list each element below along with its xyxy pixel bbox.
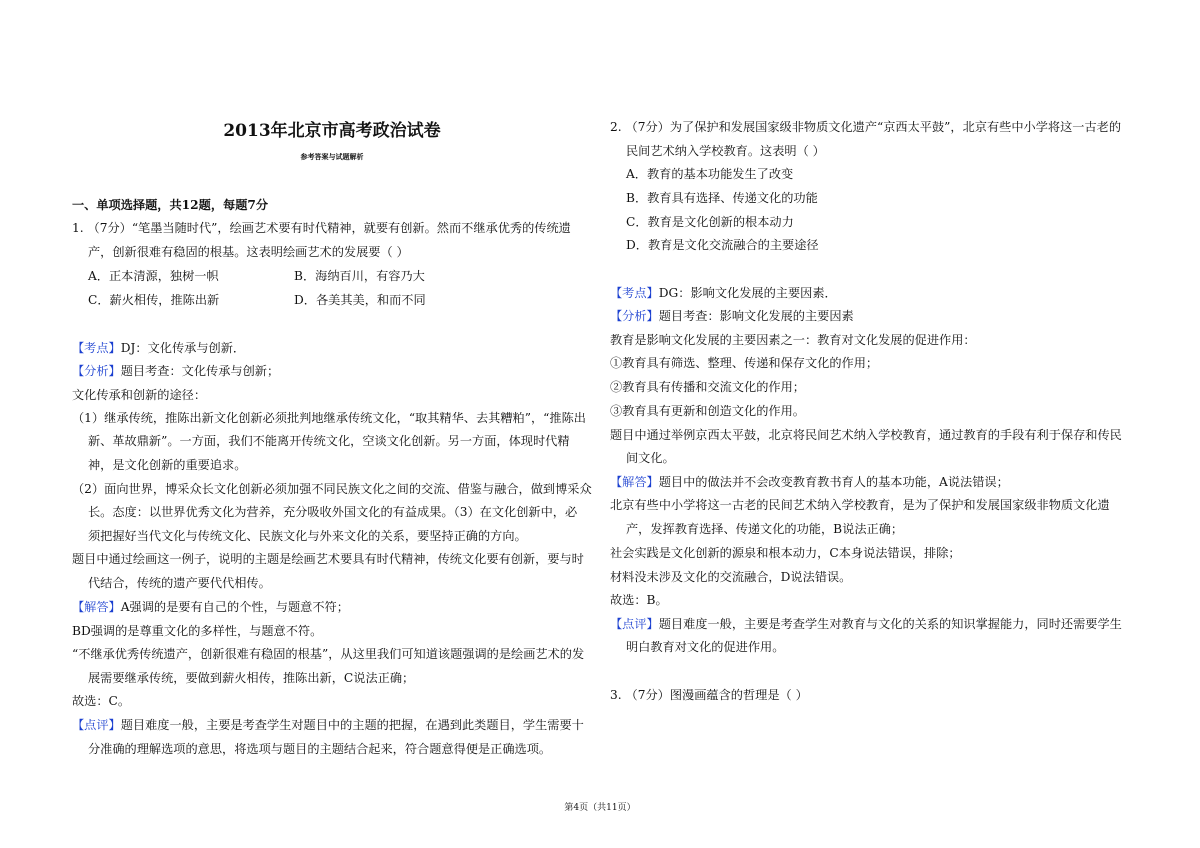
q2-answer-line: 社会实践是文化创新的源泉和根本动力，C本身说法错误，排除； (610, 546, 961, 560)
q2-kaodian (610, 285, 837, 301)
q2-analysis-line: 题目中通过举例京西太平鼓，北京将民间艺术纳入学校教育，通过教育的手段有利于保存和传民 (610, 428, 1122, 442)
fenxi-text: 题目考查：影响文化发展的主要因素 (658, 309, 854, 323)
jieda-text: 题目中的做法并不会改变教育教书育人的基本功能，A说法错误； (658, 475, 1009, 489)
q1-analysis-line: 神，是文化创新的重要追求。 (88, 458, 247, 472)
page-title: 2013年北京市高考政治试卷 (223, 121, 441, 141)
page-subtitle: 参考答案与试题解析 (300, 152, 364, 161)
kaodian-tag: 【考点】 (72, 341, 121, 355)
q1-analysis-line: 须把握好当代文化与传统文化、民族文化与外来文化的关系，要坚持正确的方向。 (88, 529, 527, 543)
dianping-text: 题目难度一般，主要是考查学生对教育与文化的关系的知识掌握能力，同时还需要学生 (658, 617, 1122, 631)
q1-option-d: D．各美其美，和而不同 (294, 293, 426, 307)
q1-analysis-line: 文化传承和创新的途径： (72, 388, 207, 402)
q2-analysis-line: ①教育具有筛选、整理、传递和保存文化的作用； (610, 356, 879, 370)
jieda-text: A强调的是要有自己的个性，与题意不符； (120, 600, 349, 614)
kaodian-tag: 【考点】 (610, 286, 659, 300)
q3-stem: 3. （7分）图漫画蕴含的哲理是（ ） (610, 688, 808, 702)
q1-option-b: B．海纳百川，有容乃大 (294, 269, 425, 283)
q1-kaodian (72, 340, 245, 356)
q1-stem-line1: 1. （7分）“笔墨当随时代”，绘画艺术要有时代精神，就要有创新。然而不继承优秀的传统遗 (72, 221, 571, 235)
q2-analysis-line: 教育是影响文化发展的主要因素之一：教育对文化发展的促进作用： (610, 333, 976, 347)
q1-fenxi (72, 363, 279, 379)
q1-analysis-line: （1）继承传统，推陈出新文化创新必须批判地继承传统文化，“取其精华、去其糟粕”，“推陈出 (72, 411, 586, 425)
dianping-text: 题目难度一般，主要是考查学生对题目中的主题的把握，在遇到此类题目，学生需要十 (120, 718, 584, 732)
q1-answer-line: BD强调的是尊重文化的多样性，与题意不符。 (72, 624, 323, 638)
q1-analysis-line: 代结合，传统的遗产要代代相传。 (88, 576, 271, 590)
q1-analysis-line: 长。态度：以世界优秀文化为营养，充分吸收外国文化的有益成果。（3）在文化创新中，必 (88, 505, 578, 519)
q1-option-c: C．薪火相传，推陈出新 (88, 293, 220, 307)
q1-analysis-line: 题目中通过绘画这一例子，说明的主题是绘画艺术要具有时代精神，传统文化要有创新，要与时 (72, 552, 584, 566)
kaodian-text: DG：影响文化发展的主要因素． (658, 286, 837, 300)
q2-option-c: C．教育是文化创新的根本动力 (626, 215, 794, 229)
q1-analysis-line: （2）面向世界，博采众长文化创新必须加强不同民族文化之间的交流、借鉴与融合，做到博采众 (72, 482, 592, 496)
q2-option-d: D．教育是文化交流融合的主要途径 (626, 238, 819, 252)
jieda-tag: 【解答】 (72, 600, 121, 614)
q2-answer-line: 产，发挥教育选择、传递文化的功能，B说法正确； (626, 522, 904, 536)
q2-answer-line: 故选：B。 (610, 593, 668, 607)
q2-option-b: B．教育具有选择、传递文化的功能 (626, 191, 818, 205)
kaodian-text: DJ：文化传承与创新． (120, 341, 246, 355)
q2-fenxi (610, 308, 854, 324)
q2-answer-line: 北京有些中小学将这一古老的民间艺术纳入学校教育，是为了保护和发展国家级非物质文化遗 (610, 498, 1110, 512)
q1-jieda (72, 599, 349, 615)
q2-analysis-line: ③教育具有更新和创造文化的作用。 (610, 404, 805, 418)
q1-answer-line: “不继承优秀传统遗产，创新很难有稳固的根基”，从这里我们可知道该题强调的是绘画艺术的发 (72, 647, 585, 661)
dianping-tag: 【点评】 (72, 718, 121, 732)
q2-answer-line: 材料没未涉及文化的交流融合，D说法错误。 (610, 570, 852, 584)
q2-jieda (610, 474, 1009, 490)
fenxi-text: 题目考查：文化传承与创新； (120, 364, 280, 378)
dianping-tag: 【点评】 (610, 617, 659, 631)
q2-stem-line1: 2. （7分）为了保护和发展国家级非物质文化遗产“京西太平鼓”，北京有些中小学将这一古老的 (610, 120, 1122, 134)
fenxi-tag: 【分析】 (610, 309, 659, 323)
section-heading: 一、单项选择题，共12题，每题7分 (72, 198, 269, 212)
q2-dianping (610, 616, 1122, 632)
q2-analysis-line: 间文化。 (626, 451, 675, 465)
q2-analysis-line: ②教育具有传播和交流文化的作用； (610, 380, 805, 394)
q2-stem-line2: 民间艺术纳入学校教育。这表明（ ） (626, 144, 825, 158)
q1-answer-line: 故选：C。 (72, 694, 131, 708)
q2-dianping-line2: 明白教育对文化的促进作用。 (626, 640, 785, 654)
q1-option-a: A．正本清源，独树一帜 (88, 269, 219, 283)
page-footer: 第4页（共11页） (564, 803, 636, 813)
q2-option-a: A．教育的基本功能发生了改变 (626, 167, 794, 181)
fenxi-tag: 【分析】 (72, 364, 121, 378)
q1-dianping (72, 717, 584, 733)
q1-stem-line2: 产，创新很难有稳固的根基。这表明绘画艺术的发展要（ ） (88, 245, 409, 259)
jieda-tag: 【解答】 (610, 475, 659, 489)
q1-dianping-line2: 分准确的理解选项的意思，将选项与题目的主题结合起来，符合题意得便是正确选项。 (88, 742, 552, 756)
q1-analysis-line: 新、革故鼎新”。一方面，我们不能离开传统文化，空谈文化创新。另一方面，体现时代精 (88, 434, 570, 448)
q1-answer-line: 展需要继承传统，要做到薪火相传，推陈出新，C说法正确； (88, 671, 415, 685)
